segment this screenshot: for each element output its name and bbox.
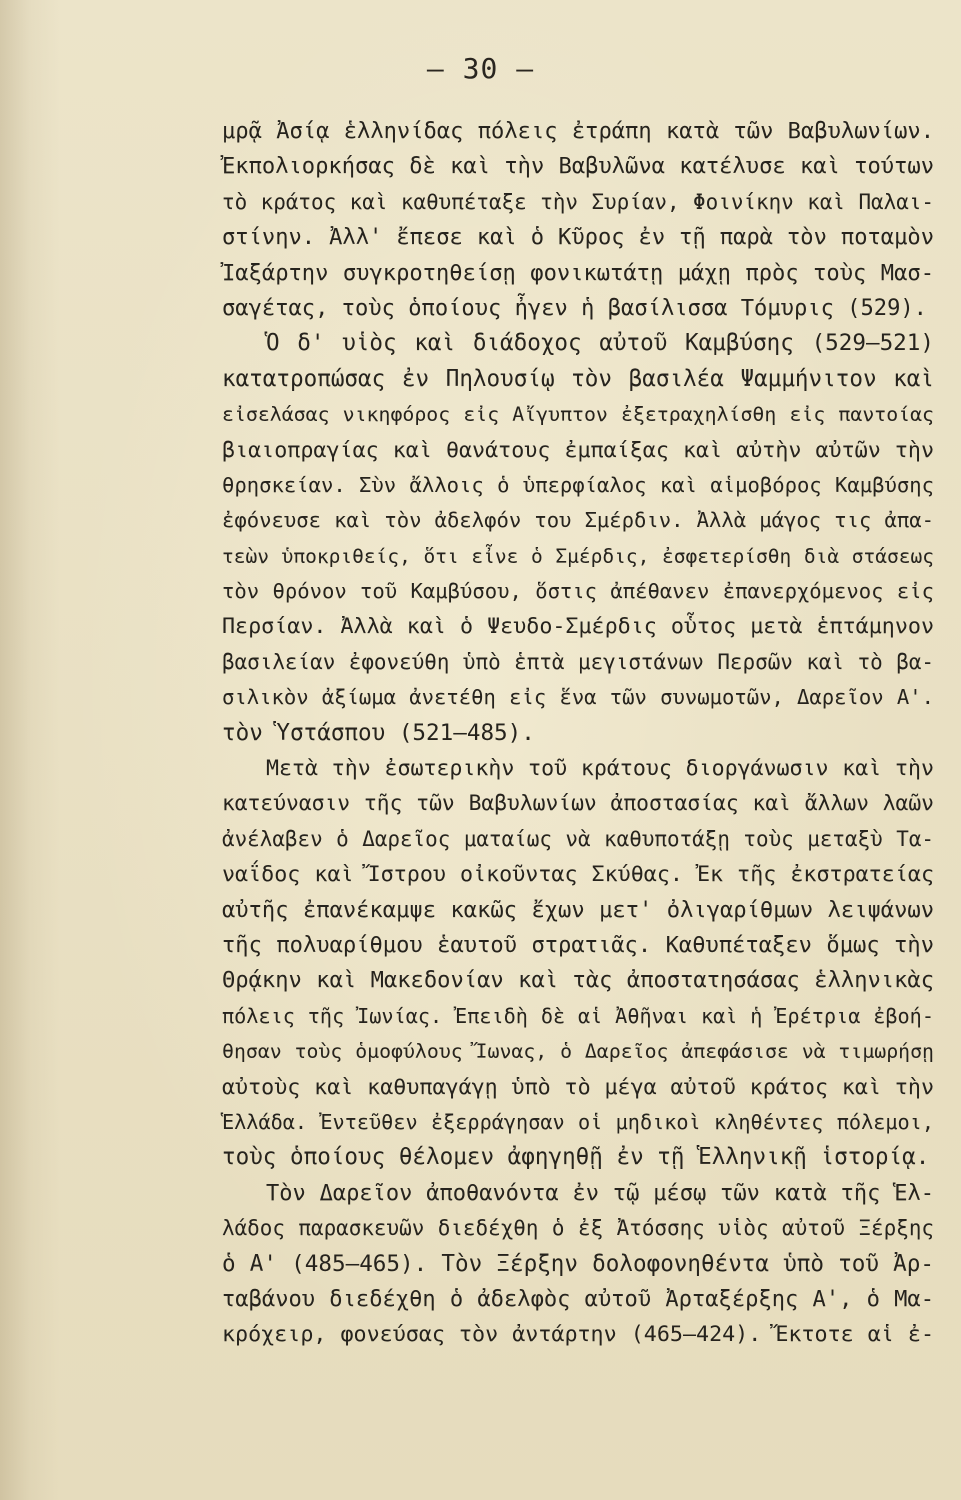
spine-shadow [0,0,60,1500]
text-line: σαγέτας, τοὺς ὁποίους ἦγεν ἡ βασίλισσα Τόμυρις (529). [222,294,927,321]
text-line: τῆς πολυαρίθμου ἑαυτοῦ στρατιᾶς. Καθυπέταξεν ὅμως τὴν [222,931,934,958]
text-line: βασιλείαν ἐφονεύθη ὑπὸ ἑπτὰ μεγιστάνων Περσῶν καὶ τὸ βα- [222,649,934,674]
text-line: κρόχειρ, φονεύσας τὸν ἀντάρτην (465—424). Ἔκτοτε αἱ ἐ- [222,1322,934,1348]
text-line: Περσίαν. Ἀλλὰ καὶ ὁ Ψευδο-Σμέρδις οὗτος μετὰ ἑπτάμηνον [222,614,934,640]
text-line: τοὺς ὁποίους θέλομεν ἀφηγηθῇ ἐν τῇ Ἑλληνικῇ ἱστορίᾳ. [222,1144,930,1171]
text-line: κατεύνασιν τῆς τῶν Βαβυλωνίων ἀποστασίας καὶ ἄλλων λαῶν [222,791,934,817]
text-line: τὸν Ὑστάσπου (521—485). [222,719,535,746]
text-line: κατατροπώσας ἐν Πηλουσίῳ τὸν βασιλέα Ψαμμήνιτον καὶ [222,365,934,392]
paragraph-start-line: Ὁ δ' υἱὸς καὶ διάδοχος αὐτοῦ Καμβύσης (529—521) [266,330,934,357]
text-line: ἐφόνευσε καὶ τὸν ἀδελφόν του Σμέρδιν. Ἀλλὰ μάγος τις ἀπα- [222,508,934,533]
paragraph-start-line: Τὸν Δαρεῖον ἀποθανόντα ἐν τῷ μέσῳ τῶν κατὰ τῆς Ἑλ- [266,1180,934,1206]
text-line: Ἑλλάδα. Ἐντεῦθεν ἐξερράγησαν οἱ μηδικοὶ κληθέντες πόλεμοι, [222,1109,934,1134]
text-line: τὸ κράτος καὶ καθυπέταξε τὴν Συρίαν, Φοινίκην καὶ Παλαι- [222,189,934,214]
text-line: σιλικὸν ἀξίωμα ἀνετέθη εἰς ἕνα τῶν συνωμοτῶν, Δαρεῖον Α'. [222,685,934,710]
paragraph-start-line: Μετὰ τὴν ἐσωτερικὴν τοῦ κράτους διοργάνωσιν καὶ τὴν [266,756,934,782]
page-number: — 30 — [426,52,535,85]
text-line: θρησκείαν. Σὺν ἄλλοις ὁ ὑπερφίαλος καὶ αἱμοβόρος Καμβύσης [222,472,934,497]
text-line: βιαιοπραγίας καὶ θανάτους ἐμπαίξας καὶ αὐτὴν αὐτῶν τὴν [222,437,934,463]
text-line: ἀνέλαβεν ὁ Δαρεῖος ματαίως νὰ καθυποτάξῃ τοὺς μεταξὺ Τα- [222,826,934,851]
text-line: λάδος παρασκευῶν διεδέχθη ὁ ἐξ Ἀτόσσης υἱὸς αὐτοῦ Ξέρξης [222,1216,934,1241]
text-line: θησαν τοὺς ὁμοφύλους Ἴωνας, ὁ Δαρεῖος ἀπεφάσισε νὰ τιμωρήσῃ [222,1040,934,1064]
text-line: Ἰαξάρτην συγκροτηθείσῃ φονικωτάτῃ μάχῃ πρὸς τοὺς Μασ- [222,259,934,286]
text-line: τεὼν ὑποκριθείς, ὅτι εἶνε ὁ Σμέρδις, ἐσφετερίσθη διὰ στάσεως [222,544,934,568]
text-line: ὁ Α' (485—465). Τὸν Ξέρξην δολοφονηθέντα ὑπὸ τοῦ Ἀρ- [222,1250,934,1277]
text-line: ναΐδος καὶ Ἴστρου οἰκοῦντας Σκύθας. Ἐκ τῆς ἐκστρατείας [222,862,934,888]
text-line: εἰσελάσας νικηφόρος εἰς Αἴγυπτον ἐξετραχηλίσθη εἰς παντοίας [222,403,934,427]
text-line: μρᾷ Ἀσίᾳ ἑλληνίδας πόλεις ἐτράπη κατὰ τῶν Βαβυλωνίων. [222,118,934,144]
body-text [222,114,934,1353]
text-line: Ἐκπολιορκήσας δὲ καὶ τὴν Βαβυλῶνα κατέλυσε καὶ τούτων [222,153,934,180]
text-line: αὐτοὺς καὶ καθυπαγάγῃ ὑπὸ τὸ μέγα αὐτοῦ κράτος καὶ τὴν [222,1074,934,1100]
text-line: ταβάνου διεδέχθη ὁ ἀδελφὸς αὐτοῦ Ἀρταξέρξης Α', ὁ Μα- [222,1285,934,1312]
text-line: στίνην. Ἀλλ' ἔπεσε καὶ ὁ Κῦρος ἐν τῇ παρὰ τὸν ποταμὸν [222,224,934,251]
text-line: Θρᾴκην καὶ Μακεδονίαν καὶ τὰς ἀποστατησάσας ἑλληνικὰς [222,967,934,994]
text-line: τὸν θρόνον τοῦ Καμβύσου, ὅστις ἀπέθανεν ἐπανερχόμενος εἰς [222,579,934,604]
text-line: πόλεις τῆς Ἰωνίας. Ἐπειδὴ δὲ αἱ Ἀθῆναι καὶ ἡ Ἐρέτρια ἐβοή- [222,1003,934,1028]
text-line: αὐτῆς ἐπανέκαμψε κακῶς ἔχων μετ' ὀλιγαρίθμων λειψάνων [222,896,934,923]
